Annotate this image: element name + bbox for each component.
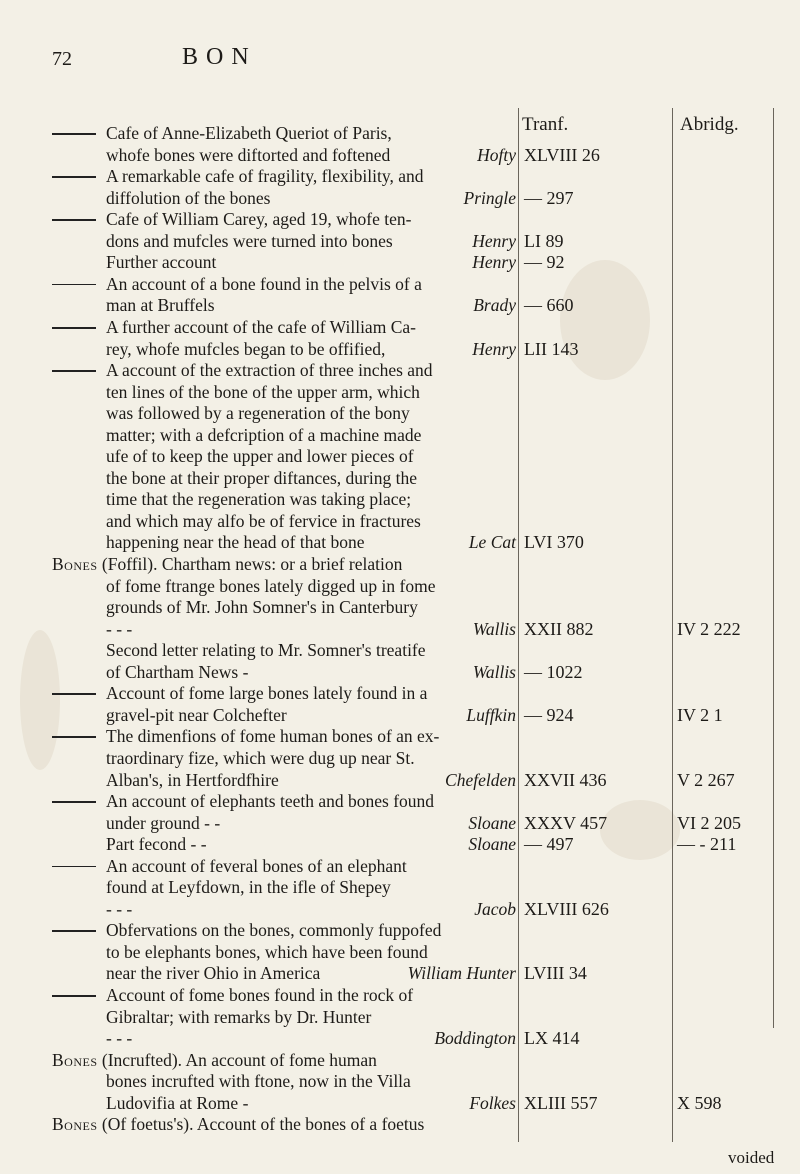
entry-line (52, 145, 516, 165)
entry-text (106, 188, 270, 208)
tranf-reference: LII 143 (524, 338, 579, 359)
tranf-reference: XLVIII 26 (524, 144, 600, 165)
entry-line (52, 231, 516, 251)
entry-author: Boddington (434, 1028, 516, 1049)
entry-body: diffolution of the bones (106, 187, 271, 208)
entry-body: - - - (106, 1028, 133, 1049)
entry-line (52, 1114, 516, 1134)
entry-line (52, 770, 516, 790)
entry-text (106, 1093, 248, 1113)
entry-body: dons and mufcles were turned into bones (106, 230, 393, 251)
entry-line (52, 985, 516, 1005)
entry-line (52, 1093, 516, 1113)
entry-text (106, 619, 132, 639)
entry-body: - - - (106, 898, 133, 919)
entry-text (106, 209, 411, 229)
entry-text (106, 489, 411, 509)
tranf-reference: XXXV 457 (524, 812, 608, 833)
abridg-reference: — - 211 (677, 834, 737, 855)
entry-body: A account of the extraction of three inches and (106, 360, 433, 381)
entry-text (106, 1028, 132, 1048)
entry-body: Ludovifia at Rome - (106, 1092, 249, 1113)
entry-text (52, 1050, 377, 1070)
entry-line (52, 532, 516, 552)
entry-text (106, 403, 410, 423)
entry-body: An account of elephants teeth and bones found (106, 791, 435, 812)
entry-text (106, 683, 427, 703)
entry-dash (52, 133, 96, 135)
entry-body: - - - (106, 618, 133, 639)
entry-text (106, 920, 441, 940)
entry-line (52, 877, 516, 897)
entry-text (106, 791, 434, 811)
entry-text (106, 770, 279, 790)
entry-line (52, 640, 516, 660)
tranf-reference: — 497 (524, 834, 574, 855)
entry-text (106, 597, 418, 617)
entry-line (52, 1007, 516, 1027)
entry-text (106, 1071, 411, 1091)
entry-author: Hofty (477, 144, 516, 165)
entry-body: time that the regeneration was taking place; (106, 489, 412, 510)
entry-body: near the river Ohio in America (106, 963, 321, 984)
entry-body: was followed by a regeneration of the bony (106, 403, 410, 424)
entry-line (52, 705, 516, 725)
entry-text (106, 532, 365, 552)
entry-body: A further account of the cafe of William Ca- (106, 316, 416, 337)
column-header-abridg: Abridg. (680, 114, 739, 135)
entry-line (52, 963, 516, 983)
entry-line (52, 252, 516, 272)
entry-text (106, 576, 435, 596)
tranf-reference: — 92 (524, 252, 565, 273)
entry-text (106, 295, 215, 315)
entry-body: and which may alfo be of fervice in fractures (106, 510, 421, 531)
entry-author: Henry (472, 230, 516, 251)
entry-text (106, 877, 391, 897)
entry-body: Account of fome bones found in the rock of (106, 985, 414, 1005)
tranf-reference: XXII 882 (524, 618, 594, 639)
entry-body: rey, whofe mufcles began to be offified, (106, 338, 386, 359)
entry-body: Account of fome large bones lately found in a (106, 683, 428, 704)
column-rule (773, 108, 774, 1028)
entry-body: Part fecond - - (106, 834, 207, 855)
entry-text (106, 123, 392, 143)
entry-text (106, 231, 393, 251)
entry-body: Further account (106, 252, 217, 273)
entry-line (52, 748, 516, 768)
entry-author: Wallis (472, 618, 516, 639)
entry-text (106, 726, 439, 746)
column-rule (672, 108, 673, 1142)
entry-line (52, 662, 516, 682)
entry-author: Brady (473, 295, 516, 316)
entry-body: Cafe of William Carey, aged 19, whofe ten- (106, 209, 412, 230)
entry-line (52, 188, 516, 208)
entry-body: of fome ftrange bones lately digged up in fome (106, 575, 436, 596)
entry-line (52, 597, 516, 617)
entry-line (52, 683, 516, 703)
entry-author: Wallis (472, 661, 516, 682)
entry-heading: Bones (52, 554, 98, 574)
entry-line (52, 619, 516, 639)
entry-line (52, 209, 516, 229)
entry-body: happening near the head of that bone (106, 532, 365, 553)
abridg-reference: X 598 (677, 1092, 722, 1113)
entry-text (106, 339, 385, 359)
entry-line (52, 403, 516, 423)
entry-text (106, 662, 248, 682)
abridg-reference: VI 2 205 (677, 812, 741, 833)
entry-text (106, 899, 132, 919)
entry-author: William Hunter (407, 963, 516, 984)
tranf-reference: — 1022 (524, 661, 583, 682)
entry-dash (52, 693, 96, 695)
entry-line (52, 834, 516, 854)
paper-stain (600, 800, 680, 860)
entry-body: Second letter relating to Mr. Somner's treatife (106, 640, 426, 661)
entry-dash (52, 327, 96, 329)
entry-line (52, 468, 516, 488)
entry-line (52, 813, 516, 833)
abridg-reference: V 2 267 (677, 769, 735, 790)
entry-line (52, 295, 516, 315)
entry-heading: Bones (52, 1114, 98, 1135)
entry-line (52, 1071, 516, 1091)
tranf-reference: LVI 370 (524, 532, 584, 553)
entry-line (52, 360, 516, 380)
tranf-reference: — 660 (524, 295, 574, 316)
entry-body: the bone at their proper diftances, during the (106, 467, 418, 488)
entry-text (106, 856, 407, 876)
column-rule (518, 108, 519, 1142)
entry-body: ten lines of the bone of the upper arm, which (106, 381, 420, 402)
entry-body: traordinary fize, which were dug up near St. (106, 747, 415, 768)
entry-author: Henry (472, 338, 516, 359)
entry-line (52, 339, 516, 359)
entry-line (52, 1028, 516, 1048)
entry-dash (52, 370, 96, 372)
entry-line (52, 942, 516, 962)
entry-line (52, 554, 516, 574)
tranf-reference: XXVII 436 (524, 769, 607, 790)
entry-body: man at Bruffels (106, 295, 215, 316)
entry-text (106, 813, 220, 833)
page-number: 72 (52, 48, 72, 70)
running-head: BON (182, 44, 257, 70)
entry-text (106, 382, 420, 402)
tranf-reference: XLIII 557 (524, 1092, 598, 1113)
entry-body: whofe bones were diftorted and foftened (106, 144, 391, 165)
entry-text (106, 274, 422, 294)
entry-text (106, 468, 417, 488)
entry-line (52, 511, 516, 531)
entry-body: bones incrufted with ftone, now in the Villa (106, 1071, 411, 1092)
entry-dash (52, 219, 96, 221)
entry-author: Henry (472, 252, 516, 273)
entry-dash (52, 176, 96, 178)
entry-line (52, 920, 516, 940)
entry-line (52, 446, 516, 466)
entry-text (106, 705, 287, 725)
entry-body: Cafe of Anne-Elizabeth Queriot of Paris, (106, 123, 392, 143)
entry-body: ufe of to keep the upper and lower pieces of (106, 446, 414, 467)
page-header (52, 44, 772, 80)
column-header-tranf: Tranf. (522, 114, 569, 135)
tranf-reference: LVIII 34 (524, 963, 587, 984)
entry-line (52, 576, 516, 596)
entry-text (106, 145, 390, 165)
entry-author: Jacob (474, 898, 516, 919)
entry-dash (52, 866, 96, 868)
entry-author: Folkes (469, 1092, 516, 1113)
entry-body: grounds of Mr. John Somner's in Canterbury (106, 597, 418, 618)
entry-body: An account of feveral bones of an elephant (106, 855, 407, 876)
entry-author: Pringle (463, 187, 516, 208)
entry-dash (52, 801, 96, 803)
abridg-reference: IV 2 1 (677, 704, 723, 725)
entry-body: Obfervations on the bones, commonly fuppofed (106, 920, 442, 941)
entry-author: Sloane (468, 812, 516, 833)
tranf-reference: — 297 (524, 187, 574, 208)
entry-body: to be elephants bones, which have been found (106, 941, 428, 962)
entry-text (106, 425, 421, 445)
entry-text (106, 985, 413, 1005)
entry-body: Alban's, in Hertfordfhire (106, 769, 279, 790)
entry-dash (52, 995, 96, 997)
entry-body: (Of foetus's). Account of the bones of a foetus (101, 1114, 425, 1135)
entry-line (52, 166, 516, 186)
entry-body: An account of a bone found in the pelvis of a (106, 273, 422, 294)
entry-text (52, 554, 402, 574)
entry-author: Luffkin (466, 704, 516, 725)
entry-text (106, 446, 414, 466)
entry-author: Le Cat (468, 532, 516, 553)
entry-line (52, 1050, 516, 1070)
tranf-reference: XLVIII 626 (524, 898, 609, 919)
entry-text (106, 748, 415, 768)
entry-text (106, 834, 207, 854)
entry-line (52, 274, 516, 294)
entry-dash (52, 930, 96, 932)
entry-line (52, 317, 516, 337)
entry-line (52, 899, 516, 919)
entry-text (106, 252, 216, 272)
entry-body: The dimenfions of fome human bones of an ex- (106, 726, 440, 747)
entry-line (52, 425, 516, 445)
entry-dash (52, 284, 96, 286)
entry-text (106, 963, 320, 983)
entry-line (52, 382, 516, 402)
entry-text (106, 166, 423, 186)
entry-body: (Foffil). Chartham news: or a brief relation (101, 554, 403, 574)
entry-author: Sloane (468, 834, 516, 855)
paper-stain (560, 260, 650, 380)
entry-text (106, 511, 421, 531)
entry-text (106, 360, 433, 380)
entry-line (52, 726, 516, 746)
entry-line (52, 856, 516, 876)
tranf-reference: — 924 (524, 704, 574, 725)
entry-text (106, 942, 428, 962)
entry-dash (52, 736, 96, 738)
entry-body: (Incrufted). An account of fome human (101, 1049, 377, 1070)
entry-text (106, 640, 426, 660)
tranf-reference: LX 414 (524, 1028, 580, 1049)
entry-body: of Chartham News - (106, 661, 249, 682)
entry-body: matter; with a defcription of a machine made (106, 424, 422, 445)
entry-body: under ground - - (106, 812, 221, 833)
voided-note: voided (728, 1148, 775, 1167)
entry-line (52, 489, 516, 509)
entry-text (106, 317, 416, 337)
abridg-reference: IV 2 222 (677, 618, 741, 639)
entry-text (52, 1114, 424, 1134)
entry-body: found at Leyfdown, in the ifle of Shepey (106, 877, 391, 898)
entry-heading: Bones (52, 1049, 98, 1070)
entry-author: Chefelden (445, 769, 516, 790)
entry-line (52, 791, 516, 811)
entry-text (106, 1007, 371, 1027)
entry-body: gravel-pit near Colchefter (106, 704, 287, 725)
entry-body: A remarkable cafe of fragility, flexibility, and (106, 166, 424, 187)
tranf-reference: LI 89 (524, 230, 564, 251)
entry-line (52, 123, 516, 143)
entry-body: Gibraltar; with remarks by Dr. Hunter (106, 1006, 372, 1027)
